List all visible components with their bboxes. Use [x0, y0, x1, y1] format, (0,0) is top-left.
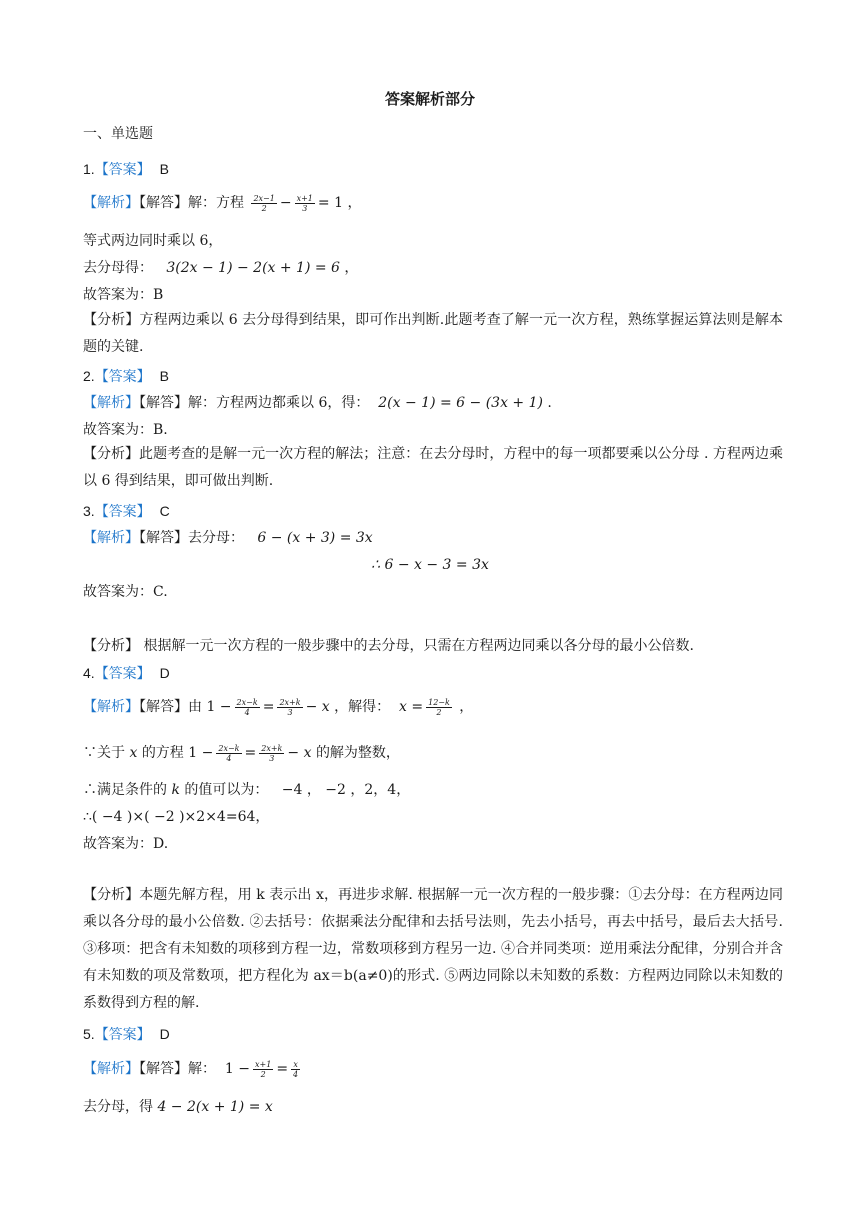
- fraction-denominator: 3: [287, 707, 293, 717]
- q3-conclusion: 故答案为：C.: [83, 584, 168, 600]
- q5-equation: 4 − 2(x + 1) = x: [157, 1099, 273, 1115]
- answer-tag: 【答案】: [94, 504, 151, 520]
- q3-equation: 6 − (x + 3) = 3x: [257, 530, 373, 546]
- fraction: [251, 194, 276, 213]
- jieda-tag: 【解答】: [139, 699, 188, 715]
- q1-line: [83, 258, 358, 278]
- q1-analysis: 【分析】方程两边乘以 6 去分母得到结果，即可作出判断.此题考查了解一元一次方程，熟练掌握运算法则是解本题的关键.: [83, 312, 783, 355]
- fraction-numerator: 2x+k: [279, 697, 301, 707]
- fraction-numerator: x+1: [296, 193, 313, 203]
- q1-text: 去分母得：: [83, 260, 153, 276]
- q2-equation: 2(x − 1) = 6 − (3x + 1): [378, 395, 543, 411]
- jieda-tag: 【解答】: [139, 530, 188, 546]
- fraction: [235, 698, 260, 717]
- q5-answer: D: [159, 1026, 170, 1042]
- fraction-denominator: 2: [436, 707, 442, 717]
- q5-answer-line: [83, 1024, 170, 1045]
- q3-solution-line: [83, 528, 373, 548]
- q1-number: 1.: [83, 161, 95, 177]
- q4-line: ∵关于 x 的方程 1 − $\frac{2x-k}{4}$ = $\frac{2x+k}{3}$ − x 的解为整数，: [83, 743, 400, 763]
- q3-text: 去分母：: [188, 530, 244, 546]
- answer-tag: 【答案】: [94, 666, 151, 682]
- fraction: [259, 744, 284, 763]
- jiexi-tag: 【解析】: [83, 395, 139, 411]
- q2-text: 解：方程两边都乘以 6，得：: [188, 395, 370, 411]
- q1-text: ，: [344, 260, 359, 276]
- fraction-denominator: 2: [260, 1069, 266, 1079]
- fraction-numerator: 2x−1: [253, 193, 275, 203]
- q4-values: −4 ， −2 ，2，4，: [281, 782, 411, 798]
- q4-conclusion: 故答案为：D.: [83, 836, 169, 852]
- q4-text: ，: [459, 699, 474, 715]
- jieda-tag: 【解答】: [139, 395, 188, 411]
- fraction-numerator: 2x−k: [218, 743, 240, 753]
- fraction-denominator: 4: [293, 1069, 299, 1079]
- jiexi-tag: 【解析】: [83, 1061, 139, 1077]
- q5-text: 去分母，得: [83, 1099, 153, 1115]
- q4-text: ∴满足条件的: [83, 782, 167, 798]
- q4-math: 1 −: [206, 699, 232, 715]
- jiexi-tag: 【解析】: [83, 195, 139, 211]
- fraction: [426, 698, 452, 717]
- q3-equation: ∴ 6 − x − 3 = 3x: [371, 557, 489, 573]
- fraction: [291, 1060, 300, 1079]
- fraction-denominator: 3: [269, 753, 275, 763]
- q4-math: 1 −: [188, 745, 214, 761]
- q4-text: 的解为整数，: [315, 745, 400, 761]
- q1-conclusion: 故答案为：B: [83, 287, 164, 303]
- answer-tag: 【答案】: [94, 162, 151, 178]
- fraction-numerator: 12−k: [428, 697, 450, 707]
- fraction: [295, 194, 315, 213]
- q4-line: ∴( −4 )×( −2 )×2×4=64，: [83, 809, 270, 825]
- q2-answer: B: [159, 368, 169, 384]
- q3-number: 3.: [83, 503, 95, 519]
- q5-math: 1 −: [224, 1061, 250, 1077]
- q4-text: 由: [188, 699, 202, 715]
- section-heading: 一、单选题: [83, 126, 153, 142]
- q3-answer-line: [83, 501, 170, 522]
- q4-text: 的值可以为：: [184, 782, 269, 798]
- q4-variable: x: [129, 745, 138, 761]
- fraction-numerator: 2x+k: [261, 743, 283, 753]
- q1-answer-line: [83, 159, 169, 180]
- q4-math: x =: [399, 699, 424, 715]
- q2-solution-line: [83, 393, 552, 413]
- fraction: [216, 744, 241, 763]
- q4-math: − x: [305, 699, 330, 715]
- fraction-denominator: 4: [226, 753, 232, 763]
- q5-line: [83, 1097, 273, 1117]
- q2-conclusion: 故答案为：B.: [83, 422, 168, 438]
- q5-text: 解：: [188, 1061, 216, 1077]
- q3-answer: C: [159, 503, 170, 519]
- q4-text: ∵关于: [83, 745, 125, 761]
- q4-variable: k: [171, 782, 180, 798]
- q4-answer-line: [83, 663, 170, 684]
- q1-line: 等式两边同时乘以 6，: [83, 233, 223, 249]
- q4-math: − x: [287, 745, 312, 761]
- q2-answer-line: [83, 366, 169, 387]
- fraction-numerator: 2x−k: [236, 697, 258, 707]
- fraction-denominator: 3: [302, 203, 308, 213]
- fraction-denominator: 4: [244, 707, 250, 717]
- q5-solution-line: 【解析】【解答】解： 1 − $\frac{x+1}{2}$ = $\frac{x}{4}$: [83, 1059, 299, 1079]
- fraction-numerator: x+1: [255, 1059, 272, 1069]
- q4-line: [83, 780, 410, 800]
- answer-tag: 【答案】: [94, 369, 151, 385]
- q2-number: 2.: [83, 368, 95, 384]
- q1-solution-line: 【解析】【解答】解：方程 $\frac{2x-1}{2}$ − $\frac{x+1}{3}$ = 1 ，: [83, 193, 362, 213]
- q2-text: .: [547, 395, 552, 411]
- q1-text: 解：方程: [188, 195, 244, 211]
- jieda-tag: 【解答】: [139, 195, 188, 211]
- fraction: [253, 1060, 273, 1079]
- q3-equation-step: [0, 555, 860, 575]
- jiexi-tag: 【解析】: [83, 530, 139, 546]
- jieda-tag: 【解答】: [139, 1061, 188, 1077]
- q1-equation: 3(2x − 1) − 2(x + 1) = 6: [166, 260, 340, 276]
- q4-text: 的方程: [141, 745, 184, 761]
- q4-analysis: 【分析】本题先解方程，用 k 表示出 x，再进步求解. 根据解一元一次方程的一般步骤：①去分母：在方程两边同乘以各分母的最小公倍数. ②去括号：依据乘法分配律和去括号法则，先去小括号，再去中括号，最后去大括号. ③移项：把含有未知数的项移到方程一边，常数项移到方程另一边. ④合并同类项：逆用乘法分配律，分别合并含有未知数的项及常数项，把方程化为 ax＝b(a≠0)的形式. ⑤两边同除以未知数的系数：方程两边同除以未知数的系数得到方程的解.: [83, 887, 783, 1011]
- page-title: 答案解析部分: [384, 90, 475, 108]
- q3-analysis: 【分析】 根据解一元一次方程的一般步骤中的去分母，只需在方程两边同乘以各分母的最小公倍数.: [83, 638, 694, 654]
- q4-text: ，解得：: [334, 699, 391, 715]
- fraction: [277, 698, 302, 717]
- q2-analysis: 【分析】此题考查的是解一元一次方程的解法；注意：在去分母时，方程中的每一项都要乘以公分母 . 方程两边乘以 6 得到结果，即可做出判断.: [83, 446, 783, 489]
- q5-number: 5.: [83, 1026, 95, 1042]
- q1-equation-end: = 1 ，: [317, 195, 362, 211]
- q4-number: 4.: [83, 665, 95, 681]
- jiexi-tag: 【解析】: [83, 699, 139, 715]
- q1-answer: B: [159, 161, 169, 177]
- q4-solution-line: 【解析】【解答】由 1 − $\frac{2x-k}{4}$ = $\frac{2x+k}{3}$ − x ，解得： x = $\frac{12-k}{2}$ ，: [83, 697, 474, 717]
- q4-answer: D: [159, 665, 170, 681]
- answer-tag: 【答案】: [94, 1027, 151, 1043]
- fraction-numerator: x: [291, 1060, 300, 1070]
- fraction-denominator: 2: [261, 203, 267, 213]
